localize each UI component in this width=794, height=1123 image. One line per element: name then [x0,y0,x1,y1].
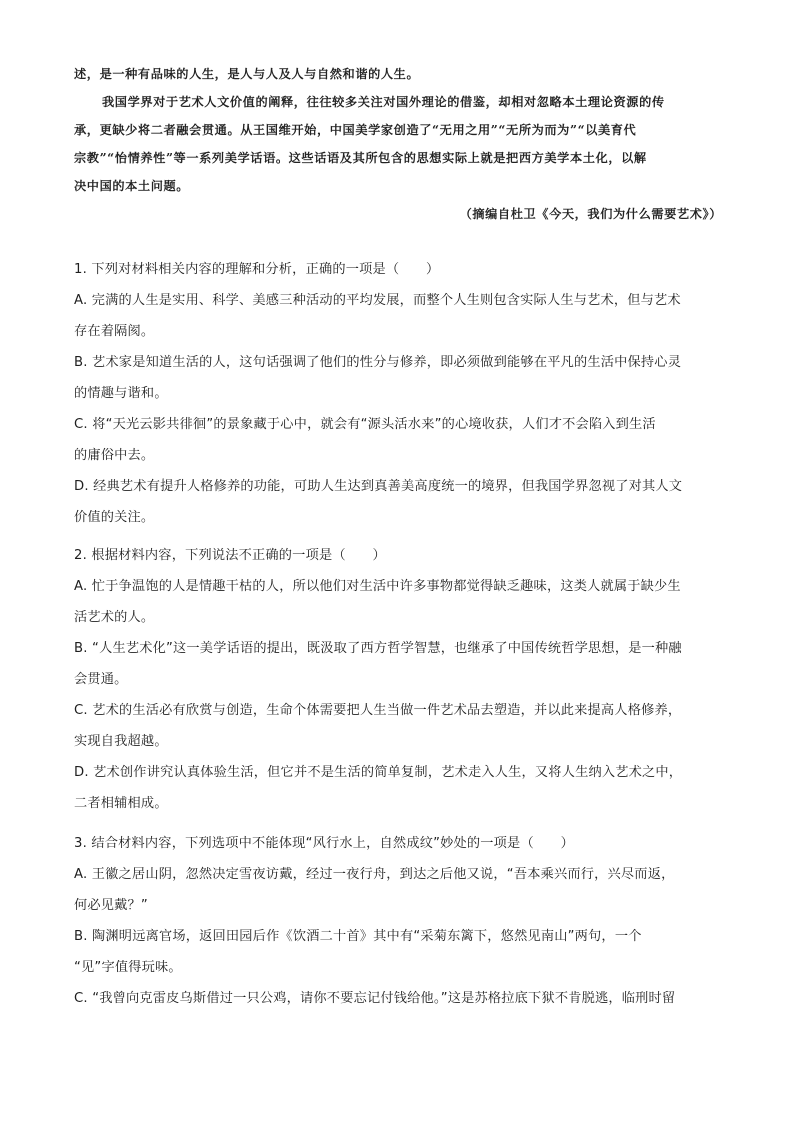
passage-paragraph-2-line-4: 决中国的本土问题。 [74,179,190,193]
question-stem: 1. 下列对材料相关内容的理解和分析，正确的一项是（ ） [74,262,440,277]
option-d-continued: 价值的关注。 [74,510,155,525]
option-b: B. 陶渊明远离官场，返回田园后作《饮酒二十首》其中有“采菊东篱下，悠然见南山”两句，一个 [74,929,642,944]
option-a: A. 完满的人生是实用、科学、美感三种活动的平均发展，而整个人生则包含实际人生与艺术，但与艺术 [74,293,681,308]
option-b-continued: 的情趣与谐和。 [74,386,168,401]
option-d-continued: 二者相辅相成。 [74,796,168,811]
option-a-continued: 何必见戴？” [74,898,148,913]
passage-paragraph-1: 述，是一种有品味的人生，是人与人及人与自然和谐的人生。 [74,67,420,81]
option-a-continued: 活艺术的人。 [74,610,155,625]
option-c: C. “我曾向克雷皮乌斯借过一只公鸡，请你不要忘记付钱给他。”这是苏格拉底下狱不肯脱逃，临刑时留 [74,991,676,1006]
option-c-continued: 实现自我超越。 [74,734,168,749]
option-c: C. 艺术的生活必有欣赏与创造，生命个体需要把人生当做一件艺术品去塑造，并以此来提高人格修养， [74,703,682,718]
option-a: A. 王徽之居山阴，忽然决定雪夜访戴，经过一夜行舟，到达之后他又说，“吾本乘兴而行，兴尽而返， [74,867,675,882]
question-1 [74,254,724,533]
passage-paragraph-2-line-3: 宗教”“怡情养性”等一系列美学话语。这些话语及其所包含的思想实际上就是把西方美学本土化，以解 [74,151,647,165]
option-a-continued: 存在着隔阂。 [74,324,155,339]
option-d: D. 艺术创作讲究认真体验生活，但它并不是生活的简单复制，艺术走入人生，又将人生纳入艺术之中， [74,765,683,780]
option-c-continued: 的庸俗中去。 [74,448,155,463]
option-c: C. 将“天光云影共徘徊”的景象藏于心中，就会有“源头活水来”的心境收获，人们才不会陷入到生活 [74,417,656,432]
passage-paragraph-2-line-2: 承，更缺少将二者融会贯通。从王国维开始，中国美学家创造了“无用之用”“无所为而为”“以美育代 [74,123,637,137]
option-a: A. 忙于争温饱的人是情趣干枯的人，所以他们对生活中许多事物都觉得缺乏趣味，这类人就属于缺少生 [74,579,681,594]
option-b-continued: “见”字值得玩味。 [74,960,182,975]
question-stem: 2. 根据材料内容，下列说法不正确的一项是（ ） [74,548,386,563]
option-d: D. 经典艺术有提升人格修养的功能，可助人生达到真善美高度统一的境界，但我国学界忽视了对其人文 [74,479,683,494]
reading-passage [74,60,722,228]
question-stem: 3. 结合材料内容，下列选项中不能体现“风行水上，自然成纹”妙处的一项是（ ） [74,836,574,851]
passage-paragraph-2-line-1: 我国学界对于艺术人文价值的阐释，往往较多关注对国外理论的借鉴，却相对忽略本土理论资源的传 [102,95,665,109]
question-2 [74,540,724,819]
option-b: B. “人生艺术化”这一美学话语的提出，既汲取了西方哲学智慧，也继承了中国传统哲学思想，是一种融 [74,641,682,656]
question-3 [74,828,724,1014]
passage-source: （摘编自杜卫《今天，我们为什么需要艺术》） [459,207,722,221]
option-b-continued: 会贯通。 [74,672,128,687]
option-b: B. 艺术家是知道生活的人，这句话强调了他们的性分与修养，即必须做到能够在平凡的生活中保持心灵 [74,355,682,370]
